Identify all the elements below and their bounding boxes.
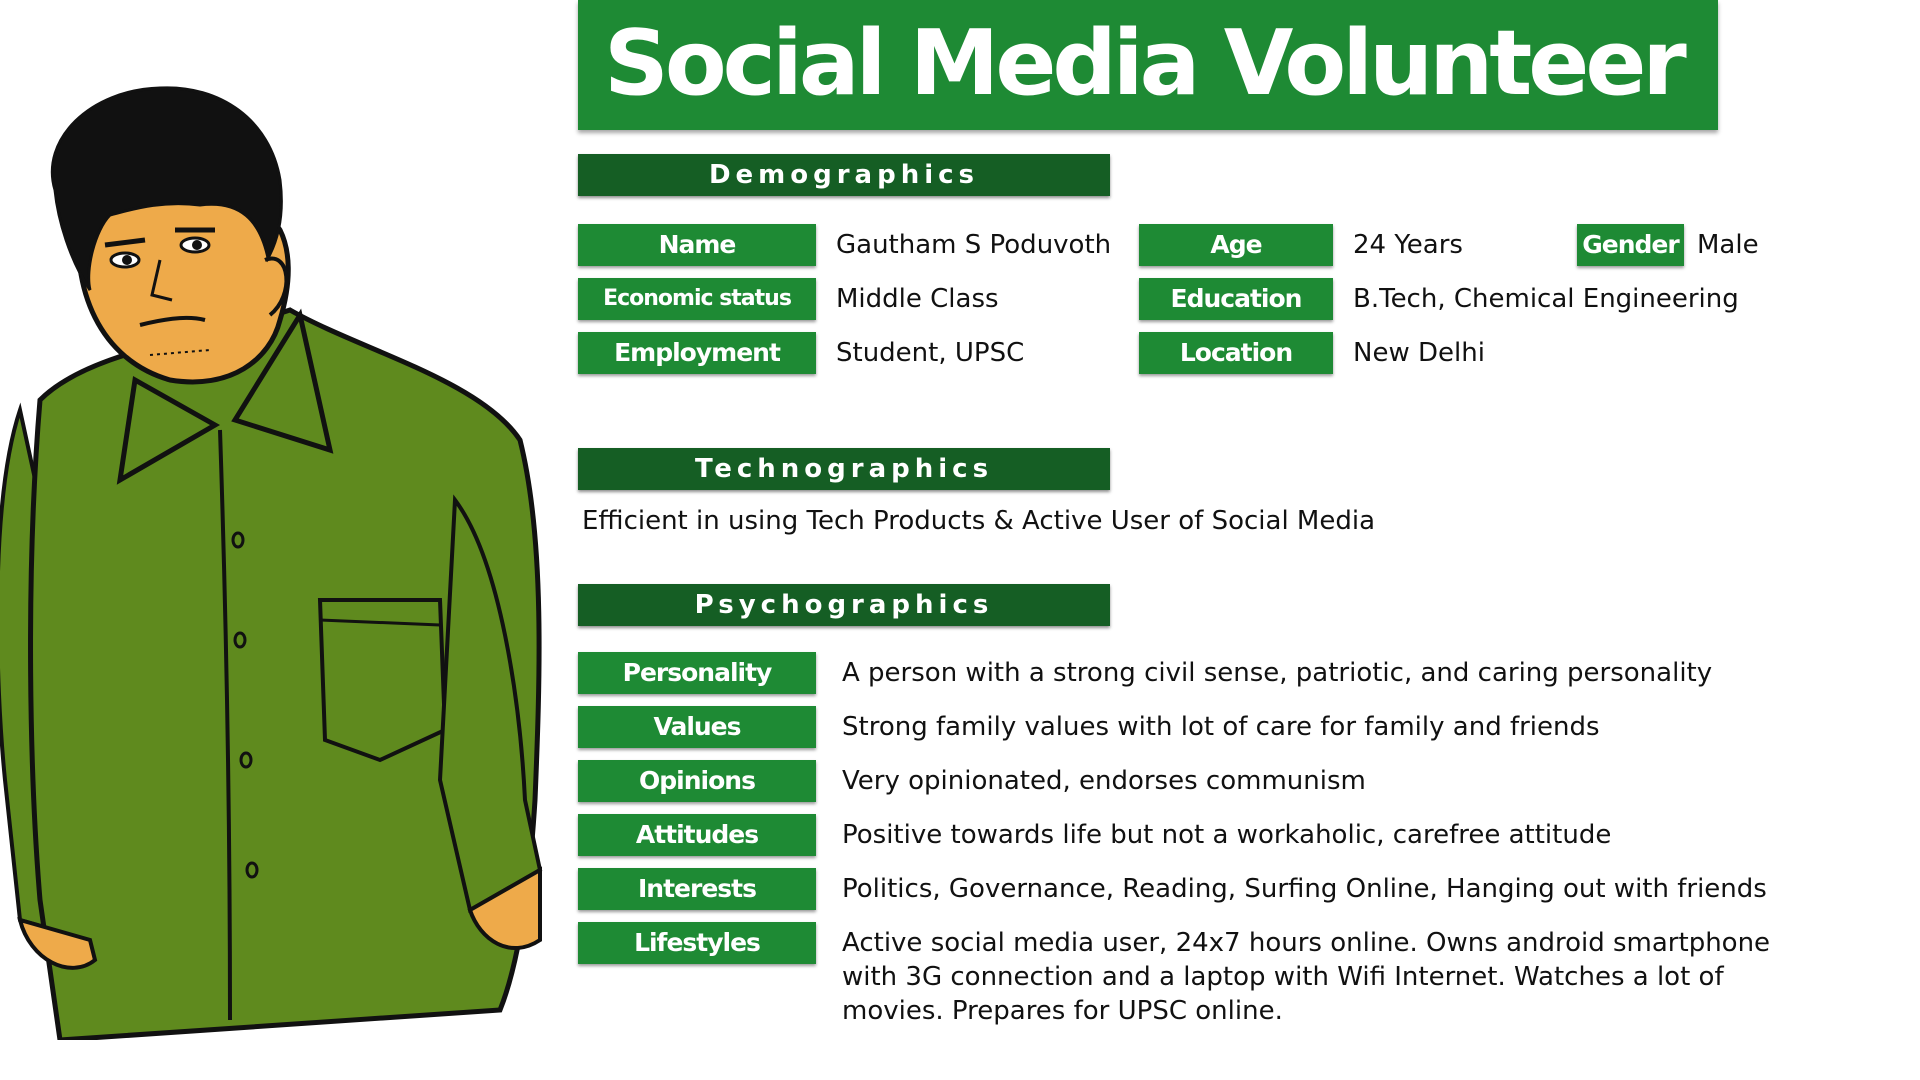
technographics-header: Technographics — [578, 448, 1110, 490]
gender-label: Gender — [1577, 224, 1684, 266]
personality-label: Personality — [578, 652, 816, 694]
opinions-label: Opinions — [578, 760, 816, 802]
interests-label: Interests — [578, 868, 816, 910]
page-title: Social Media Volunteer — [604, 11, 1683, 116]
employment-label: Employment — [578, 332, 816, 374]
lifestyles-value: Active social media user, 24x7 hours online. Owns android smartphone with 3G connection and a laptop with Wifi Internet. Watches a lot of movies. Prepares for UPSC online. — [842, 928, 1771, 1026]
person-illustration — [0, 80, 560, 1040]
attitudes-label: Attitudes — [578, 814, 816, 856]
employment-value: Student, UPSC — [836, 338, 1025, 368]
location-value: New Delhi — [1353, 338, 1485, 368]
education-label: Education — [1139, 278, 1333, 320]
name-value: Gautham S Poduvoth — [836, 230, 1112, 260]
personality-value: A person with a strong civil sense, patriotic, and caring personality — [842, 658, 1713, 688]
demographics-header: Demographics — [578, 154, 1110, 196]
location-label: Location — [1139, 332, 1333, 374]
technographics-text: Efficient in using Tech Products & Active User of Social Media — [582, 506, 1376, 536]
psychographics-header: Psychographics — [578, 584, 1110, 626]
education-value: B.Tech, Chemical Engineering — [1353, 284, 1739, 314]
attitudes-value: Positive towards life but not a workaholic, carefree attitude — [842, 820, 1612, 850]
economic-status-label: Economic status — [578, 278, 816, 320]
title-banner — [578, 0, 1718, 130]
lifestyles-label: Lifestyles — [578, 922, 816, 964]
age-value: 24 Years — [1353, 230, 1463, 260]
gender-value: Male — [1697, 230, 1759, 260]
opinions-value: Very opinionated, endorses communism — [842, 766, 1366, 796]
values-value: Strong family values with lot of care for family and friends — [842, 712, 1600, 742]
interests-value: Politics, Governance, Reading, Surfing Online, Hanging out with friends — [842, 874, 1767, 904]
values-label: Values — [578, 706, 816, 748]
economic-status-value: Middle Class — [836, 284, 999, 314]
name-label: Name — [578, 224, 816, 266]
age-label: Age — [1139, 224, 1333, 266]
